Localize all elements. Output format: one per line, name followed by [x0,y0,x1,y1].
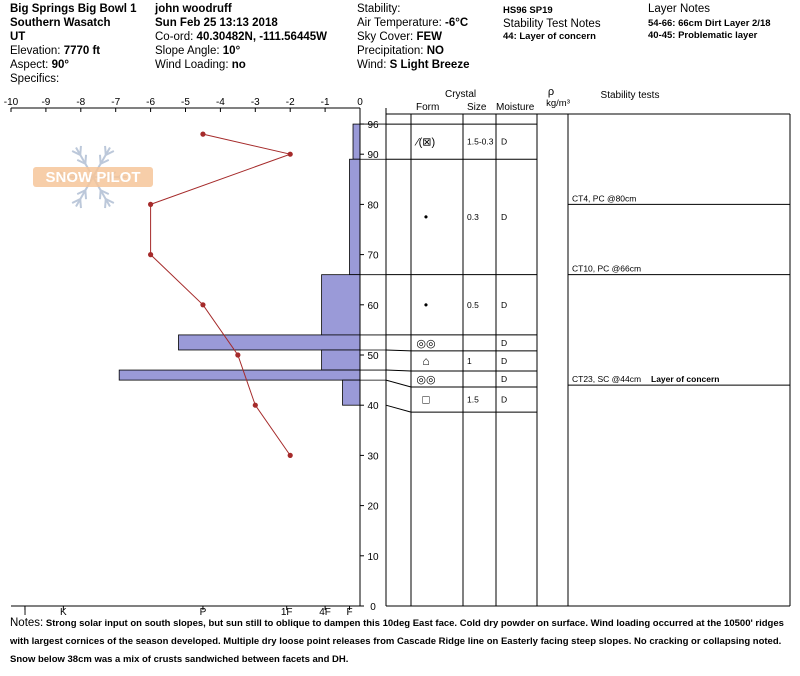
hardness-tick-label: 4F [319,607,331,618]
site-info-value: UT [10,31,26,43]
site-info-value: 90° [51,59,69,71]
grain-form: ◎◎ [416,374,436,386]
layer-notes-title: Layer Notes [648,3,711,15]
stability-test-note: Layer of concern [651,374,720,385]
depth-tick-label: 40 [367,401,379,413]
temperature-point [200,132,205,137]
hardness-tick-label: I [23,607,27,618]
site-info-value: Big Springs Big Bowl 1 [10,3,137,15]
hardness-bar [322,350,360,370]
temperature-point [148,252,153,257]
col-form-header: Form [416,102,440,113]
weather-info-label: Stability: [357,3,401,15]
temperature-point [253,403,258,408]
temperature-tick-label: -4 [215,97,225,108]
depth-tick-label: 0 [370,602,376,613]
notes-text: Strong solar input on south slopes, but sun still to oblique to dampen this 10deg East face. Cold dry powder on surface. Wind loading occurred at the 10500' ridges with largest cornices of the season developed. Multiple dry loose point releases from Cascade Ridge line on Easterly facing steep slopes. No cracking or collapsing noted. Snow below 38cm was a mix of crusts sandwiched between facets and DH. [10,618,784,665]
temperature-tick-label: -3 [250,97,260,108]
temperature-tick-label: -8 [76,97,86,108]
hardness-tick-label: F [346,607,353,618]
temperature-tick-label: -10 [3,97,19,108]
depth-tick-label: 20 [367,501,379,513]
grain-size: 1.5-0.3 [467,136,494,147]
temperature-tick-label: -5 [181,97,190,108]
temperature-point [235,352,240,357]
weather-info-label: Precipitation: [357,45,427,57]
grain-form: ⌂ [422,353,430,368]
temperature-point [288,152,293,157]
layer-note: 54-66: 66cm Dirt Layer 2/18 [648,18,771,29]
moisture: D [501,136,508,147]
stability-notes-title: Stability Test Notes [503,18,601,30]
stability-test: CT10, PC @66cm [572,263,642,274]
observer-info-label: Slope Angle: [155,45,223,57]
snowpilot-logo [33,146,153,208]
site-info-label: Specifics: [10,73,60,85]
temperature-tick-label: -7 [111,97,121,108]
hardness-bar [350,159,360,274]
depth-tick-label: 60 [367,300,379,312]
notes-label: Notes: [10,617,44,629]
moisture: D [501,394,508,405]
grain-size: 0.5 [467,299,479,310]
hardness-bar [353,124,360,159]
grain-form: ◎◎ [416,337,436,350]
observer-info-label: Wind Loading: [155,59,232,71]
moisture: D [501,211,508,222]
temperature-tick-label: -1 [320,97,330,108]
layer-connector [386,350,411,351]
col-rho-header: ρ [547,86,555,98]
depth-tick-label: 70 [367,250,379,262]
col-density-header: kg/m³ [546,98,570,109]
site-info-label: Aspect: [10,59,52,71]
grain-form: ⁄(⊠) [416,136,436,149]
hardness-bar [119,370,360,380]
hardness-bar [322,275,360,335]
logo-text: SNOW PILOT [45,169,141,186]
observer-info-value: 40.30482N, -111.56445W [196,31,327,43]
weather-info-label: Air Temperature: [357,17,445,29]
grain-form: □ [422,392,430,407]
observer-info-value: no [231,59,246,71]
stability-test: CT4, PC @80cm [572,193,637,204]
observer-info-value: 10° [222,45,241,57]
weather-info-value: FEW [416,31,442,43]
depth-tick-label: 96 [367,120,379,132]
stability-note: 44: Layer of concern [503,31,596,42]
temperature-tick-label: 0 [357,97,363,108]
observer-info-value: Sun Feb 25 13:13 2018 [155,17,278,29]
observer-info-label: Co-ord: [155,31,197,43]
grain-size: 0.3 [467,211,479,222]
depth-tick-label: 50 [367,351,379,362]
temperature-tick-label: -6 [146,97,156,108]
hardness-bar [179,335,360,350]
moisture: D [501,299,508,310]
moisture: D [501,374,508,384]
col-size-header: Size [467,102,487,113]
layer-connector [386,370,411,371]
stability-test: CT23, SC @44cm [572,374,642,385]
hardness-tick-label: K [60,607,67,618]
col-crystal-header: Crystal [445,89,477,100]
temperature-tick-label: -9 [41,97,51,108]
temperature-point [200,302,205,307]
col-stability-header: Stability tests [600,90,660,101]
weather-info-label: Wind: [357,59,390,71]
temperature-point [148,202,153,207]
hardness-tick-label: P [199,607,207,618]
hs-sp-label: HS96 SP19 [503,5,553,16]
layer-connector [386,380,411,387]
depth-tick-label: 30 [367,451,379,463]
hardness-tick-label: 1F [280,607,293,618]
moisture: D [501,337,508,348]
grain-size: 1 [467,355,472,366]
weather-info-value: -6°C [445,17,469,29]
weather-info-label: Sky Cover: [357,31,417,43]
moisture: D [501,355,508,366]
layer-note: 40-45: Problematic layer [648,30,758,41]
temperature-line [151,134,291,455]
site-info-value: Southern Wasatch [10,17,111,29]
depth-tick-label: 90 [367,150,379,162]
weather-info-value: S Light Breeze [389,59,470,71]
weather-info-value: NO [426,45,444,57]
hardness-bar [343,380,360,405]
col-moisture-header: Moisture [496,102,535,113]
site-info-value: 7770 ft [63,45,101,57]
temperature-tick-label: -2 [285,97,295,108]
depth-tick-label: 80 [367,200,379,212]
depth-tick-label: 10 [367,551,379,563]
observer-info-value: john woodruff [155,3,232,15]
site-info-label: Elevation: [10,45,64,57]
notes [10,614,795,669]
grain-form: • [423,297,429,312]
grain-form: • [423,209,429,224]
layer-connector [386,405,411,412]
grain-size: 1.5 [467,394,479,405]
temperature-point [288,453,293,458]
